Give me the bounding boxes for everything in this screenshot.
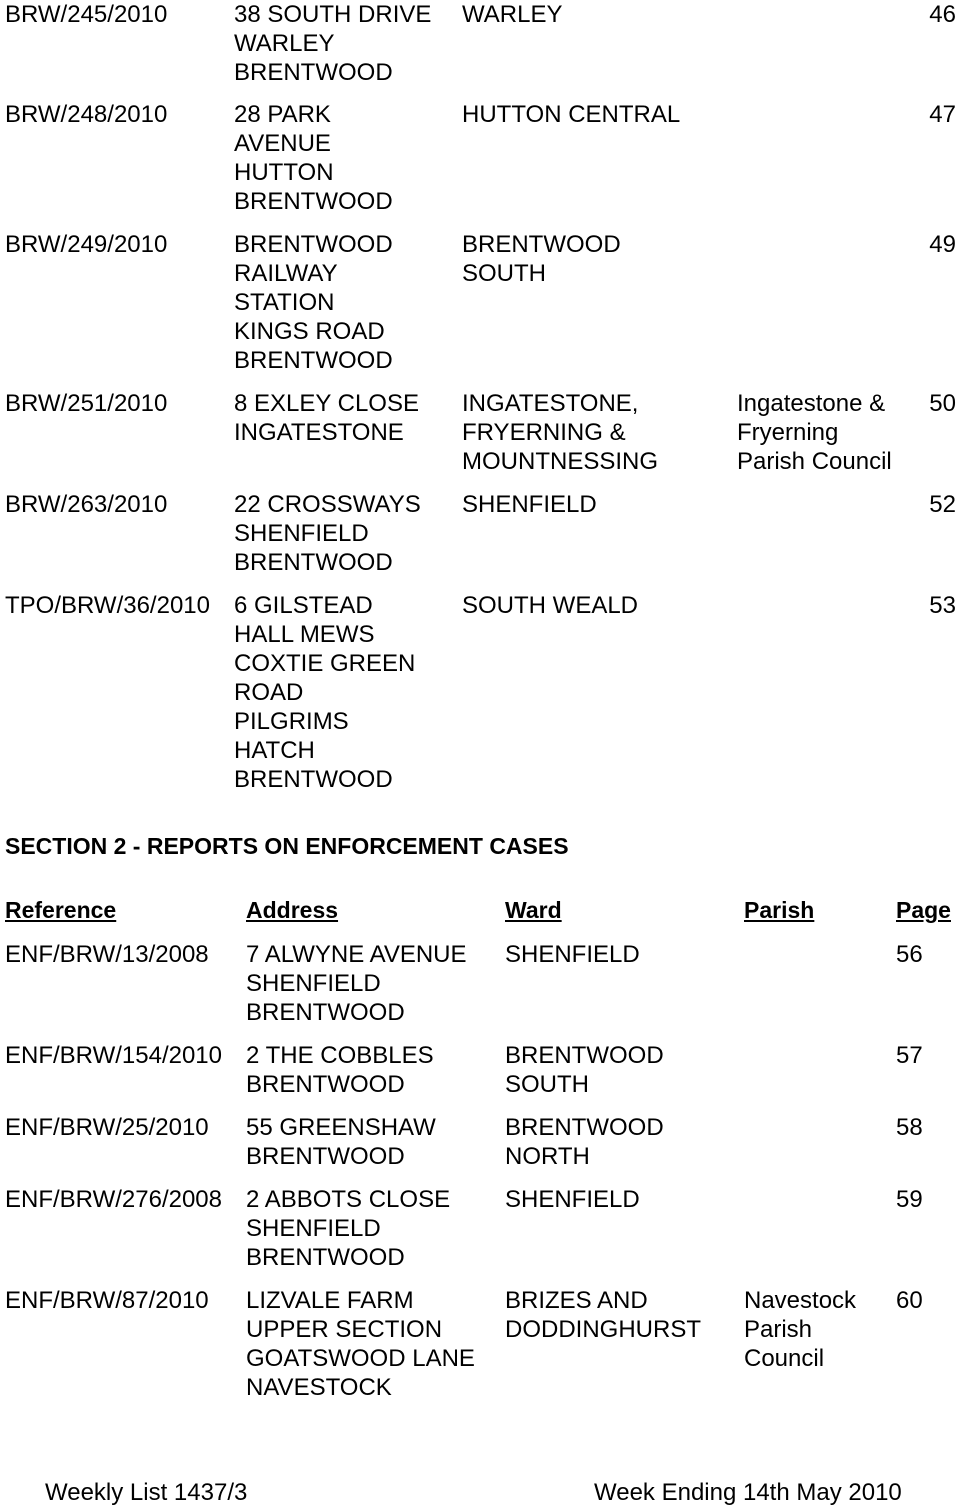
address-line: HALL MEWS: [234, 621, 375, 648]
cell-address: [234, 591, 415, 794]
cell-address: [246, 1286, 475, 1402]
cell-ward: [462, 230, 621, 288]
cell-address: [246, 940, 467, 1027]
header-ward: Ward: [505, 897, 562, 923]
ward-line: BRIZES AND: [505, 1287, 648, 1314]
cell-page: 47: [929, 101, 956, 128]
header-parish: Parish: [744, 897, 815, 923]
cell-page: 58: [896, 1114, 923, 1141]
ward-line: SOUTH: [505, 1071, 589, 1098]
address-line: 2 THE COBBLES: [246, 1042, 434, 1069]
address-line: BRENTWOOD: [246, 1143, 405, 1170]
address-line: WARLEY: [234, 30, 335, 57]
cell-address: [246, 1041, 434, 1099]
cell-reference: BRW/248/2010: [5, 101, 168, 128]
cell-parish: [737, 389, 892, 476]
cell-address: [234, 389, 419, 447]
cell-reference: ENF/BRW/276/2008: [5, 1186, 222, 1213]
cell-ward: [505, 940, 640, 969]
address-line: 6 GILSTEAD: [234, 592, 373, 619]
parish-line: Ingatestone &: [737, 390, 886, 417]
cell-ward: [462, 591, 638, 620]
address-line: AVENUE: [234, 130, 331, 157]
cell-ward: [505, 1113, 664, 1171]
cell-ward: [505, 1041, 664, 1099]
address-line: HATCH: [234, 737, 315, 764]
address-line: INGATESTONE: [234, 419, 404, 446]
address-line: BRENTWOOD: [234, 231, 393, 258]
ward-line: WARLEY: [462, 1, 563, 28]
cell-ward: [462, 0, 562, 29]
cell-reference: BRW/251/2010: [5, 390, 168, 417]
address-line: BRENTWOOD: [234, 766, 393, 793]
address-line: 38 SOUTH DRIVE: [234, 1, 432, 28]
cell-page: 59: [896, 1186, 923, 1213]
cell-ward: [462, 389, 658, 476]
ward-line: INGATESTONE,: [462, 390, 639, 417]
address-line: BRENTWOOD: [246, 999, 405, 1026]
header-page: Page: [896, 897, 951, 923]
address-line: COXTIE GREEN: [234, 650, 416, 677]
cell-ward: [505, 1286, 701, 1344]
address-line: 7 ALWYNE AVENUE: [246, 941, 467, 968]
cell-page: 57: [896, 1042, 923, 1069]
parish-line: Fryerning: [737, 419, 839, 446]
cell-reference: BRW/245/2010: [5, 1, 168, 28]
ward-line: BRENTWOOD: [505, 1114, 664, 1141]
cell-reference: ENF/BRW/154/2010: [5, 1042, 222, 1069]
header-reference: Reference: [5, 897, 117, 923]
cell-page: 49: [929, 231, 956, 258]
address-line: 55 GREENSHAW: [246, 1114, 436, 1141]
address-line: STATION: [234, 289, 335, 316]
cell-reference: TPO/BRW/36/2010: [5, 592, 210, 619]
ward-line: NORTH: [505, 1143, 590, 1170]
address-line: BRENTWOOD: [246, 1071, 405, 1098]
address-line: ROAD: [234, 679, 304, 706]
cell-page: 56: [896, 941, 923, 968]
ward-line: BRENTWOOD: [462, 231, 621, 258]
address-line: BRENTWOOD: [234, 59, 393, 86]
address-line: KINGS ROAD: [234, 318, 385, 345]
ward-line: SHENFIELD: [505, 1186, 640, 1213]
address-line: GOATSWOOD LANE: [246, 1345, 475, 1372]
cell-page: 53: [929, 592, 956, 619]
address-line: SHENFIELD: [234, 520, 369, 547]
cell-reference: ENF/BRW/13/2008: [5, 941, 209, 968]
parish-line: Navestock: [744, 1287, 857, 1314]
cell-address: [246, 1113, 436, 1171]
ward-line: SHENFIELD: [462, 491, 597, 518]
cell-page: 46: [929, 1, 956, 28]
cell-reference: BRW/249/2010: [5, 231, 168, 258]
cell-address: [234, 0, 431, 87]
address-line: 22 CROSSWAYS: [234, 491, 421, 518]
address-line: NAVESTOCK: [246, 1374, 392, 1401]
cell-ward: [462, 490, 597, 519]
address-line: BRENTWOOD: [234, 188, 393, 215]
parish-line: Council: [744, 1345, 825, 1372]
parish-line: Parish: [744, 1316, 813, 1343]
cell-page: 50: [929, 390, 956, 417]
address-line: LIZVALE FARM: [246, 1287, 414, 1314]
ward-line: SOUTH WEALD: [462, 592, 639, 619]
footer-weekly-list: Weekly List 1437/3: [45, 1479, 248, 1506]
cell-address: [246, 1185, 450, 1272]
cell-page: 60: [896, 1287, 923, 1314]
address-line: BRENTWOOD: [234, 549, 393, 576]
cell-address: [234, 490, 421, 577]
header-address: Address: [246, 897, 339, 923]
ward-line: HUTTON CENTRAL: [462, 101, 681, 128]
parish-line: Parish Council: [737, 448, 892, 475]
address-line: 8 EXLEY CLOSE: [234, 390, 419, 417]
ward-line: MOUNTNESSING: [462, 448, 659, 475]
address-line: BRENTWOOD: [234, 347, 393, 374]
address-line: 2 ABBOTS CLOSE: [246, 1186, 451, 1213]
ward-line: SOUTH: [462, 260, 546, 287]
address-line: BRENTWOOD: [246, 1244, 405, 1271]
cell-ward: [462, 100, 680, 129]
footer-week-ending: Week Ending 14th May 2010: [594, 1479, 902, 1506]
address-line: HUTTON: [234, 159, 334, 186]
cell-ward: [505, 1185, 640, 1214]
ward-line: SHENFIELD: [505, 941, 640, 968]
ward-line: FRYERNING &: [462, 419, 626, 446]
cell-reference: ENF/BRW/87/2010: [5, 1287, 209, 1314]
cell-reference: ENF/BRW/25/2010: [5, 1114, 209, 1141]
address-line: SHENFIELD: [246, 970, 381, 997]
cell-address: [234, 230, 393, 375]
ward-line: DODDINGHURST: [505, 1316, 701, 1343]
address-line: UPPER SECTION: [246, 1316, 443, 1343]
cell-reference: BRW/263/2010: [5, 491, 168, 518]
address-line: SHENFIELD: [246, 1215, 381, 1242]
address-line: 28 PARK: [234, 101, 331, 128]
section-2-title: SECTION 2 - REPORTS ON ENFORCEMENT CASES: [5, 833, 569, 859]
cell-page: 52: [929, 491, 956, 518]
address-line: PILGRIMS: [234, 708, 349, 735]
cell-parish: [744, 1286, 856, 1373]
cell-address: [234, 100, 393, 216]
address-line: RAILWAY: [234, 260, 338, 287]
ward-line: BRENTWOOD: [505, 1042, 664, 1069]
